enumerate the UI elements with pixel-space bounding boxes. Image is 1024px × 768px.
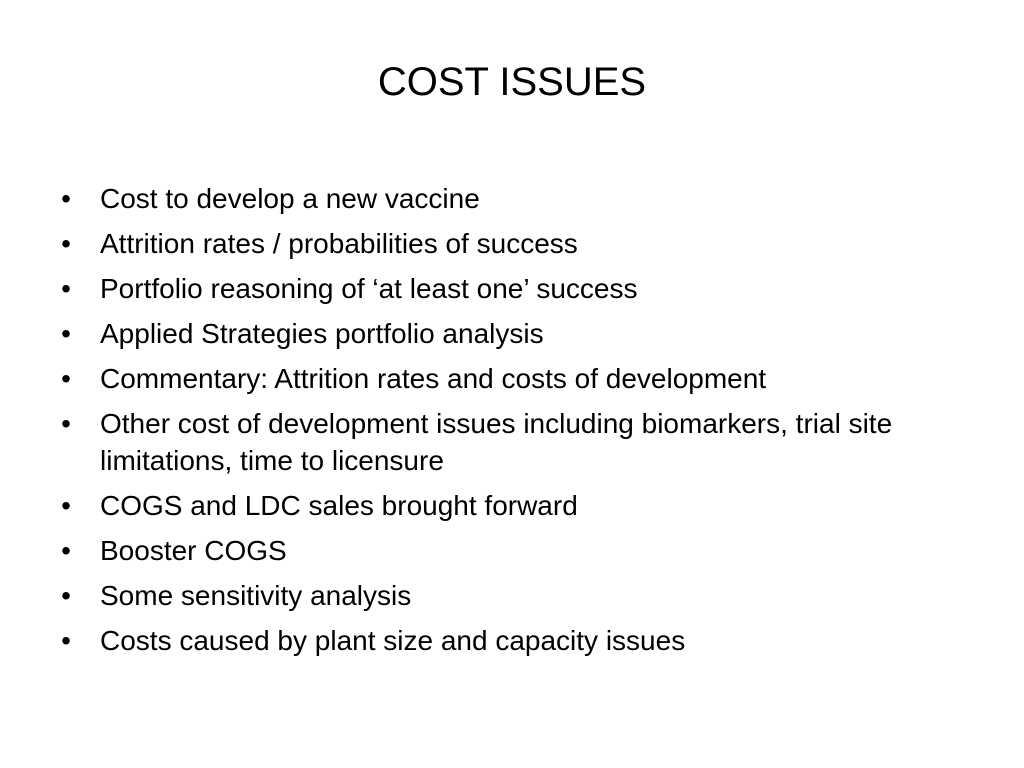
bullet-icon: • xyxy=(61,228,71,259)
bullet-item xyxy=(56,225,976,262)
bullet-icon: • xyxy=(61,318,71,349)
slide-title: COST ISSUES xyxy=(377,60,647,104)
bullet-text: Some sensitivity analysis xyxy=(100,580,412,611)
bullet-icon: • xyxy=(61,408,71,439)
bullet-item xyxy=(56,532,976,569)
bullet-icon: • xyxy=(61,625,71,656)
bullet-item xyxy=(56,622,976,659)
bullet-text: Cost to develop a new vaccine xyxy=(100,183,480,214)
bullet-item xyxy=(56,180,976,217)
bullet-text: Attrition rates / probabilities of success xyxy=(100,228,578,259)
bullet-icon: • xyxy=(61,535,71,566)
bullet-text: COGS and LDC sales brought forward xyxy=(100,490,578,521)
bullet-list xyxy=(56,180,976,667)
bullet-item xyxy=(56,315,976,352)
bullet-text: Costs caused by plant size and capacity issues xyxy=(100,625,686,656)
bullet-item xyxy=(56,270,976,307)
bullet-icon: • xyxy=(61,273,71,304)
bullet-icon: • xyxy=(61,183,71,214)
bullet-icon: • xyxy=(61,363,71,394)
bullet-item xyxy=(56,360,976,397)
bullet-item xyxy=(56,487,976,524)
bullet-icon: • xyxy=(61,490,71,521)
bullet-icon: • xyxy=(61,580,71,611)
bullet-text: Portfolio reasoning of ‘at least one’ success xyxy=(100,273,638,304)
bullet-text: Other cost of development issues including biomarkers, trial site limitations, time to licensure xyxy=(100,408,893,476)
bullet-item xyxy=(56,405,976,479)
bullet-text: Booster COGS xyxy=(100,535,287,566)
bullet-text: Commentary: Attrition rates and costs of development xyxy=(100,363,767,394)
bullet-text: Applied Strategies portfolio analysis xyxy=(100,318,544,349)
bullet-item xyxy=(56,577,976,614)
